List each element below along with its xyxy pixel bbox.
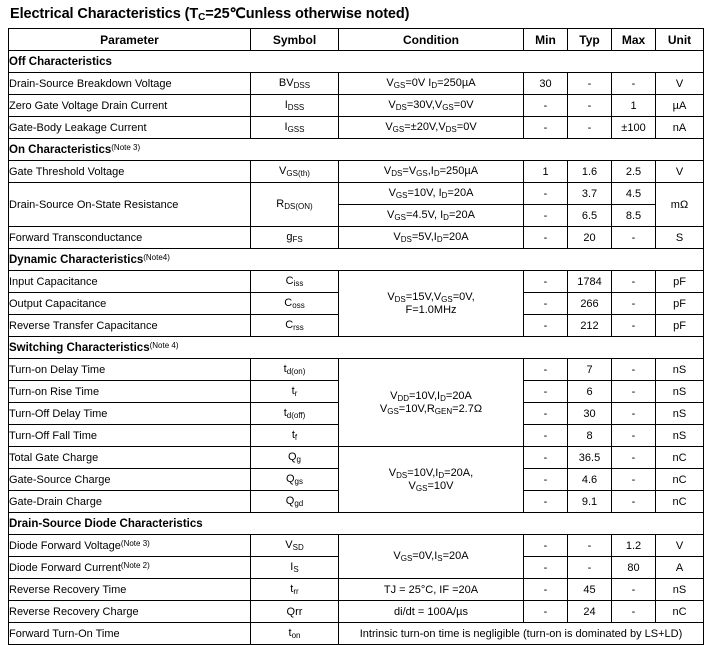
param-is-text: Diode Forward Current [9, 562, 121, 574]
table-row [9, 117, 704, 139]
cond-sub: D [436, 235, 443, 244]
symbol-main: t [283, 363, 287, 375]
symbol-crss [251, 315, 339, 337]
cond-sub: GS [395, 191, 408, 200]
condition-switching [339, 359, 524, 447]
cond-sub: GS [441, 295, 453, 304]
column-header-typ: Typ [568, 29, 612, 51]
max-vsd: 1.2 [612, 535, 656, 557]
typ-tr: 6 [568, 381, 612, 403]
table-row [9, 623, 704, 645]
unit-rdson: mΩ [656, 183, 704, 227]
symbol-main: I [290, 561, 294, 573]
min-qrr: - [524, 601, 568, 623]
cond-part: =0V [453, 99, 474, 111]
symbol-qgs [251, 469, 339, 491]
cond-sub: DS [400, 235, 412, 244]
column-header-condition: Condition [339, 29, 524, 51]
section-label-on-text: On Characteristics [9, 144, 112, 156]
symbol-sub: f [294, 433, 298, 442]
param-vsd-text: Diode Forward Voltage [9, 540, 121, 552]
page-title-text-before: Electrical Characteristics (T [10, 6, 199, 22]
min-qgd: - [524, 491, 568, 513]
param-td-off: Turn-Off Delay Time [9, 403, 251, 425]
symbol-sub: FS [292, 235, 303, 244]
cond-sub: D [433, 169, 440, 178]
section-row-switching-characteristics [9, 337, 704, 359]
min-idss: - [524, 95, 568, 117]
column-header-max: Max [612, 29, 656, 51]
cond-sub: DS [391, 169, 403, 178]
symbol-trr [251, 579, 339, 601]
max-is: 80 [612, 557, 656, 579]
cond-sub: DD [397, 393, 409, 403]
symbol-main: g [286, 231, 293, 243]
cond-part: V [388, 99, 396, 111]
table-row [9, 601, 704, 623]
condition-vgsth [339, 161, 524, 183]
max-qgd: - [612, 491, 656, 513]
param-td-on: Turn-on Delay Time [9, 359, 251, 381]
typ-coss: 266 [568, 293, 612, 315]
symbol-main: R [276, 198, 285, 210]
param-trr: Reverse Recovery Time [9, 579, 251, 601]
symbol-tr [251, 381, 339, 403]
section-label-switching-note: (Note 4) [149, 341, 179, 350]
condition-trr: TJ = 25°C, IF =20A [339, 579, 524, 601]
unit-td-off: nS [656, 403, 704, 425]
symbol-qgd [251, 491, 339, 513]
cond-part: =V [402, 165, 417, 177]
max-idss: 1 [612, 95, 656, 117]
symbol-qg [251, 447, 339, 469]
cond-part: =20A [448, 209, 475, 221]
param-is [9, 557, 251, 579]
param-qgs: Gate-Source Charge [9, 469, 251, 491]
param-qg: Total Gate Charge [9, 447, 251, 469]
cond-sub: GS [442, 103, 454, 112]
cond-part: =4.5V, I [405, 209, 444, 221]
max-td-on: - [612, 359, 656, 381]
condition-diode-forward [339, 535, 524, 579]
symbol-sub: gd [294, 499, 304, 508]
cond-part: V [379, 402, 388, 415]
symbol-sub: iss [293, 279, 304, 288]
symbol-sub: gs [294, 477, 303, 486]
max-bvdss: - [612, 73, 656, 95]
unit-qg: nC [656, 447, 704, 469]
param-ciss: Input Capacitance [9, 271, 251, 293]
unit-idss: µA [656, 95, 704, 117]
symbol-sub: on [291, 631, 301, 640]
cond-sub: GS [393, 81, 406, 90]
cond-part: =0V,I [412, 550, 438, 562]
min-trr: - [524, 579, 568, 601]
condition-switching-line2 [339, 403, 523, 416]
min-tf: - [524, 425, 568, 447]
cond-part: =10V, I [407, 187, 442, 199]
symbol-main: I [284, 121, 288, 133]
cond-part: =0V, [452, 291, 475, 303]
min-is: - [524, 557, 568, 579]
param-coss: Output Capacitance [9, 293, 251, 315]
symbol-vgsth [251, 161, 339, 183]
section-label-switching-text: Switching Characteristics [9, 342, 150, 354]
condition-gate-charge [339, 447, 524, 513]
max-coss: - [612, 293, 656, 315]
max-vgsth: 2.5 [612, 161, 656, 183]
condition-gate-charge-line2 [339, 480, 523, 493]
typ-qrr: 24 [568, 601, 612, 623]
table-row [9, 161, 704, 183]
unit-qrr: nC [656, 601, 704, 623]
table-row [9, 95, 704, 117]
symbol-main: C [284, 297, 293, 309]
max-tf: - [612, 425, 656, 447]
typ-qgd: 9.1 [568, 491, 612, 513]
symbol-sub: rss [293, 323, 304, 332]
cond-sub: GS [392, 125, 405, 134]
cond-part: =250µA [439, 165, 479, 177]
symbol-sub: DSS [287, 103, 305, 112]
min-igss: - [524, 117, 568, 139]
max-tr: - [612, 381, 656, 403]
cond-part: =±20V,V [404, 121, 446, 133]
cond-part: V [388, 187, 396, 199]
symbol-main: t [288, 627, 292, 639]
unit-qgd: nC [656, 491, 704, 513]
column-header-parameter: Parameter [9, 29, 251, 51]
unit-vsd: V [656, 535, 704, 557]
symbol-main: I [284, 99, 288, 111]
table-row [9, 227, 704, 249]
table-header-row [9, 29, 704, 51]
condition-rdson-45v [339, 205, 524, 227]
page-title [10, 6, 703, 23]
typ-igss: - [568, 117, 612, 139]
max-td-off: - [612, 403, 656, 425]
typ-qgs: 4.6 [568, 469, 612, 491]
cond-part: =20A [447, 187, 474, 199]
cond-part: =5V,I [411, 231, 437, 243]
section-row-on-characteristics [9, 139, 704, 161]
condition-switching-line1 [339, 390, 523, 403]
symbol-main: t [283, 407, 287, 419]
cond-sub: DS [394, 295, 406, 304]
symbol-qrr: Qrr [251, 601, 339, 623]
cond-part: ,I [427, 165, 434, 177]
symbol-sub: oss [292, 301, 305, 310]
table-row [9, 271, 704, 293]
min-qg: - [524, 447, 568, 469]
cond-part: =10V [427, 479, 454, 492]
unit-coss: pF [656, 293, 704, 315]
cond-sub: S [437, 554, 443, 563]
cond-sub: GS [387, 406, 399, 416]
condition-gfs [339, 227, 524, 249]
symbol-igss [251, 117, 339, 139]
cond-sub: GS [415, 483, 428, 493]
cond-part: =30V,V [406, 99, 443, 111]
symbol-main: V [285, 539, 293, 551]
param-vsd [9, 535, 251, 557]
symbol-main: Q [285, 495, 295, 507]
section-row-off-characteristics [9, 51, 704, 73]
table-row [9, 359, 704, 381]
symbol-main: V [279, 165, 287, 177]
condition-qrr: di/dt = 100A/µs [339, 601, 524, 623]
min-td-off: - [524, 403, 568, 425]
condition-igss [339, 117, 524, 139]
symbol-vsd [251, 535, 339, 557]
section-label-off: Off Characteristics [9, 51, 704, 73]
typ-gfs: 20 [568, 227, 612, 249]
section-label-dynamic-text: Dynamic Characteristics [9, 254, 144, 266]
cond-part: =20A [442, 550, 469, 562]
cond-part: =0V [456, 121, 477, 133]
unit-is: A [656, 557, 704, 579]
table-row [9, 447, 704, 469]
table-row [9, 535, 704, 557]
condition-bvdss [339, 73, 524, 95]
unit-tr: nS [656, 381, 704, 403]
min-gfs: - [524, 227, 568, 249]
param-qrr: Reverse Recovery Charge [9, 601, 251, 623]
max-rdson-10v: 4.5 [612, 183, 656, 205]
typ-td-off: 30 [568, 403, 612, 425]
unit-trr: nS [656, 579, 704, 601]
param-crss: Reverse Transfer Capacitance [9, 315, 251, 337]
symbol-sub: g [296, 455, 301, 464]
symbol-coss [251, 293, 339, 315]
condition-capacitance [339, 271, 524, 337]
unit-igss: nA [656, 117, 704, 139]
page-title-text-mid: =25℃unless otherwise noted) [205, 6, 410, 22]
section-row-dynamic-characteristics [9, 249, 704, 271]
column-header-min: Min [524, 29, 568, 51]
param-gfs: Forward Transconductance [9, 227, 251, 249]
param-rdson: Drain-Source On-State Resistance [9, 183, 251, 227]
symbol-sub: r [294, 389, 298, 398]
max-crss: - [612, 315, 656, 337]
max-gfs: - [612, 227, 656, 249]
unit-ciss: pF [656, 271, 704, 293]
electrical-characteristics-table [8, 28, 704, 645]
unit-tf: nS [656, 425, 704, 447]
param-tr: Turn-on Rise Time [9, 381, 251, 403]
cond-sub: GEN [434, 406, 453, 416]
typ-ciss: 1784 [568, 271, 612, 293]
symbol-main: t [291, 429, 295, 441]
cond-part: V [386, 77, 394, 89]
symbol-gfs [251, 227, 339, 249]
cond-sub: GS [416, 169, 428, 178]
cond-part: =10V,R [398, 402, 435, 415]
cond-part: =10V,I [407, 466, 439, 479]
cond-sub: D [440, 393, 446, 403]
symbol-td-off [251, 403, 339, 425]
max-qrr: - [612, 601, 656, 623]
param-vsd-note: (Note 3) [120, 539, 150, 548]
cond-part: =20A [442, 231, 469, 243]
symbol-idss [251, 95, 339, 117]
typ-td-on: 7 [568, 359, 612, 381]
condition-idss [339, 95, 524, 117]
symbol-sub: S [293, 565, 299, 574]
section-label-switching [9, 337, 704, 359]
param-tf: Turn-Off Fall Time [9, 425, 251, 447]
cond-sub: D [441, 191, 448, 200]
cond-part: =20A, [444, 466, 474, 479]
column-header-symbol: Symbol [251, 29, 339, 51]
min-td-on: - [524, 359, 568, 381]
symbol-ton [251, 623, 339, 645]
min-tr: - [524, 381, 568, 403]
cond-part: V [388, 466, 397, 479]
param-qgd: Gate-Drain Charge [9, 491, 251, 513]
min-ciss: - [524, 271, 568, 293]
condition-ton: Intrinsic turn-on time is negligible (turn-on is dominated by LS+LD) [339, 623, 704, 645]
cond-sub: GS [394, 213, 406, 222]
cond-part: =10V,I [409, 389, 441, 402]
unit-td-on: nS [656, 359, 704, 381]
symbol-main: BV [278, 77, 294, 89]
cond-sub: D [438, 470, 445, 480]
symbol-ciss [251, 271, 339, 293]
unit-vgsth: V [656, 161, 704, 183]
min-vsd: - [524, 535, 568, 557]
max-qgs: - [612, 469, 656, 491]
section-row-diode-characteristics [9, 513, 704, 535]
typ-vsd: - [568, 535, 612, 557]
symbol-sub: d(off) [286, 411, 306, 420]
param-is-note: (Note 2) [120, 561, 150, 570]
section-label-on [9, 139, 704, 161]
cond-part: V [390, 389, 398, 402]
symbol-main: C [285, 275, 294, 287]
typ-rdson-45v: 6.5 [568, 205, 612, 227]
cond-sub: GS [400, 554, 413, 563]
cond-sub: D [443, 213, 449, 222]
symbol-main: Q [287, 451, 297, 463]
symbol-sub: rr [293, 587, 299, 596]
min-qgs: - [524, 469, 568, 491]
max-trr: - [612, 579, 656, 601]
condition-capacitance-line1 [339, 291, 523, 304]
section-label-diode: Drain-Source Diode Characteristics [9, 513, 704, 535]
cond-part: =0V I [405, 77, 432, 89]
min-bvdss: 30 [524, 73, 568, 95]
table-row [9, 579, 704, 601]
cond-part: V [383, 165, 392, 177]
param-igss: Gate-Body Leakage Current [9, 117, 251, 139]
cond-part: =20A [445, 389, 472, 402]
min-crss: - [524, 315, 568, 337]
table-row [9, 183, 704, 205]
condition-gate-charge-line1 [339, 467, 523, 480]
symbol-tf [251, 425, 339, 447]
cond-sub: DS [396, 470, 408, 480]
typ-crss: 212 [568, 315, 612, 337]
min-coss: - [524, 293, 568, 315]
cond-part: =15V,V [405, 291, 442, 303]
max-igss: ±100 [612, 117, 656, 139]
cond-part: V [387, 209, 395, 221]
param-ton: Forward Turn-On Time [9, 623, 251, 645]
max-ciss: - [612, 271, 656, 293]
section-label-dynamic-note: (Note4) [143, 253, 170, 262]
cond-sub: DS [395, 103, 407, 112]
condition-capacitance-line2: F=1.0MHz [405, 304, 457, 316]
unit-gfs: S [656, 227, 704, 249]
symbol-main: t [291, 385, 295, 397]
cond-part: =2.7Ω [452, 402, 483, 415]
symbol-td-on [251, 359, 339, 381]
cond-part: V [408, 479, 416, 492]
typ-tf: 8 [568, 425, 612, 447]
unit-bvdss: V [656, 73, 704, 95]
condition-rdson-10v [339, 183, 524, 205]
typ-is: - [568, 557, 612, 579]
symbol-main: t [290, 583, 294, 595]
param-idss: Zero Gate Voltage Drain Current [9, 95, 251, 117]
unit-crss: pF [656, 315, 704, 337]
typ-idss: - [568, 95, 612, 117]
max-rdson-45v: 8.5 [612, 205, 656, 227]
cond-part: V [387, 291, 395, 303]
max-qg: - [612, 447, 656, 469]
symbol-sub: GSS [287, 125, 305, 134]
section-label-dynamic [9, 249, 704, 271]
typ-trr: 45 [568, 579, 612, 601]
typ-bvdss: - [568, 73, 612, 95]
symbol-sub: SD [292, 543, 304, 552]
symbol-sub: GS(th) [286, 169, 310, 178]
table-row [9, 73, 704, 95]
column-header-unit: Unit [656, 29, 704, 51]
param-vgsth: Gate Threshold Voltage [9, 161, 251, 183]
typ-rdson-10v: 3.7 [568, 183, 612, 205]
typ-vgsth: 1.6 [568, 161, 612, 183]
cond-sub: DS [445, 125, 457, 134]
symbol-is [251, 557, 339, 579]
section-label-on-note: (Note 3) [111, 143, 141, 152]
symbol-rdson [251, 183, 339, 227]
min-rdson-10v: - [524, 183, 568, 205]
cond-part: V [385, 121, 393, 133]
min-rdson-45v: - [524, 205, 568, 227]
typ-qg: 36.5 [568, 447, 612, 469]
symbol-sub: d(on) [286, 367, 306, 376]
cond-part: =250µA [437, 77, 476, 89]
cond-sub: D [431, 81, 438, 90]
cond-part: V [393, 231, 401, 243]
symbol-main: Q [285, 473, 295, 485]
symbol-bvdss [251, 73, 339, 95]
page-title-subscript: C [198, 12, 206, 23]
symbol-main: C [285, 319, 294, 331]
symbol-sub: DSS [293, 81, 311, 90]
param-bvdss: Drain-Source Breakdown Voltage [9, 73, 251, 95]
symbol-sub: DS(ON) [284, 202, 313, 211]
cond-part: V [393, 550, 401, 562]
unit-qgs: nC [656, 469, 704, 491]
min-vgsth: 1 [524, 161, 568, 183]
